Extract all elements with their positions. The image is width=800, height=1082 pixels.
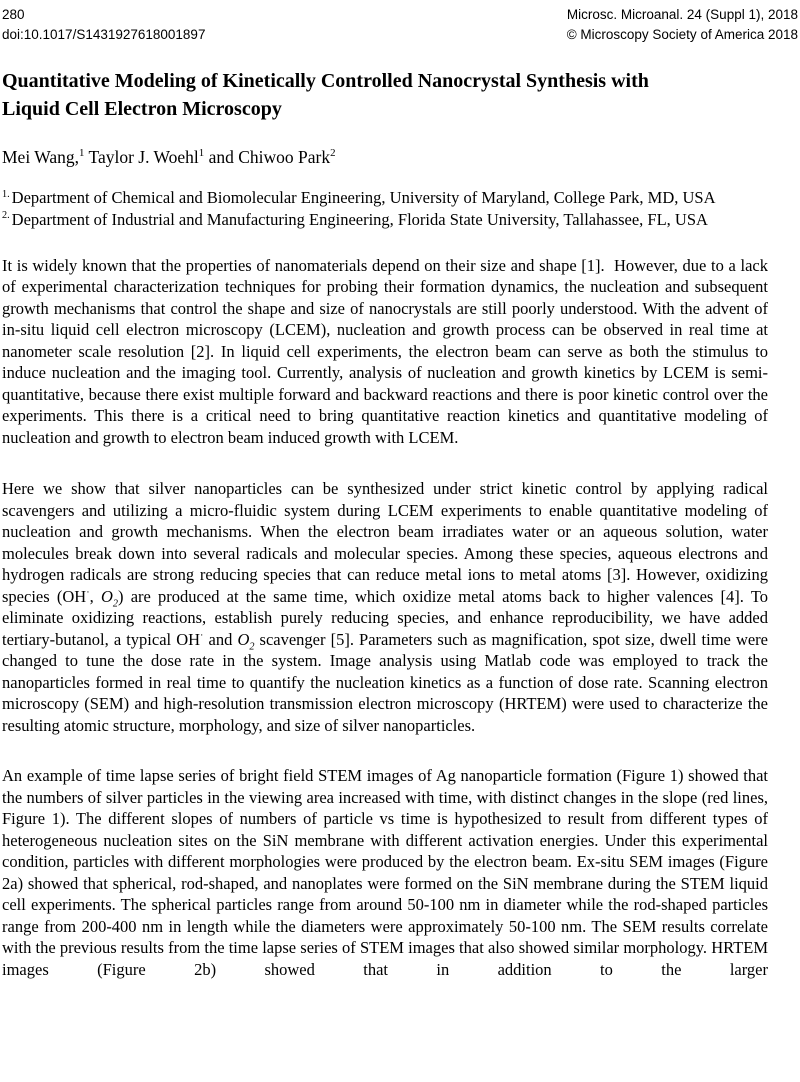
author-affiliation-ref: 1 — [79, 147, 85, 160]
paragraph-2-text: scavenger [5]. Parameters such as magnification, spot size, dwell time were changed to tune the dose rate in the system. Image analysis using Matlab code was employed to track the nanoparticles formed in real time to quantify the nucleation kinetics as a function of dose rate. Scanning electron microscopy (SEM) and high-resolution transmission electron microscopy (HRTEM) were used to characterize the resulting atomic structure, morphology, and size of silver nanoparticles. — [2, 629, 769, 735]
article-content — [2, 67, 768, 980]
header-right — [567, 5, 798, 45]
affiliation-2-text: Department of Industrial and Manufacturing Engineering, Florida State University, Tallahassee, FL, USA — [11, 209, 708, 229]
affiliation-2-marker: 2. — [2, 210, 10, 222]
page-number: 280 — [2, 7, 25, 22]
affiliation-2 — [2, 209, 768, 231]
paragraph-2 — [2, 478, 768, 736]
oxygen-subscript: 2 — [249, 640, 255, 652]
author-name: Mei Wang, — [2, 147, 80, 167]
authors-line — [2, 147, 768, 168]
author-name: and Chiwoo Park — [204, 147, 331, 167]
hydroxyl-radical-dot: · — [86, 587, 90, 599]
doi: doi:10.1017/S1431927618001897 — [2, 27, 206, 42]
paragraph-2-text: ) are produced at the same time, which oxidize metal atoms back to higher valences [4]. To eliminate oxidizing reactions, establish purely reducing species, and enhance reproducibility, we have added tertiary-butanol, a typical OH — [2, 586, 769, 649]
page-header — [2, 5, 798, 45]
paragraph-2-text: Here we show that silver nanoparticles can be synthesized under strict kinetic control by applying radical scavengers and utilizing a micro-fluidic system during LCEM experiments to enable quantitative modeling of nucleation and growth mechanisms. When the electron beam irradiates water or an aqueous solution, water molecules break down into several radicals and molecular species. Among these species, aqueous electrons and hydrogen radicals are strong reducing species that can reduce metal ions to metal atoms [3]. However, oxidizing species (OH — [2, 479, 768, 606]
paragraph-3: An example of time lapse series of bright field STEM images of Ag nanoparticle formation (Figure 1) showed that the numbers of silver particles in the viewing area increased with time, with distinct changes in the slope (red lines, Figure 1). The different slopes of numbers of particle vs time is hypothesized to result from different types of heterogeneous nucleation sites on the SiN membrane with different activation energies. Under this experimental condition, particles with different morphologies were produced by the electron beam. Ex-situ SEM images (Figure 2a) showed that spherical, rod-shaped, and nanoplates were formed on the SiN membrane during the STEM liquid cell experiments. The spherical particles range from around 50-100 nm in diameter while the rod-shaped particles range from 200-400 nm in length while the diameters were approximately 50-100 nm. The SEM results correlate with the previous results from the time lapse series of STEM images that also showed similar morphology. HRTEM images (Figure 2b) showed that in addition to the larger — [2, 766, 768, 979]
affiliation-1-text: Department of Chemical and Biomolecular Engineering, University of Maryland, College Park, MD, USA — [11, 188, 716, 207]
oxygen-symbol: O — [237, 629, 250, 649]
paragraph-2-text: and — [203, 629, 238, 649]
affiliation-1 — [2, 187, 768, 209]
journal-citation: Microsc. Microanal. 24 (Suppl 1), 2018 — [566, 7, 798, 22]
copyright-notice: © Microscopy Society of America 2018 — [566, 27, 798, 42]
author-name: Taylor J. Woehl — [84, 147, 199, 167]
paper-title — [2, 67, 768, 123]
hydroxyl-radical-dot: · — [200, 630, 204, 642]
affiliations — [2, 187, 768, 231]
paper-title-line-1: Quantitative Modeling of Kinetically Controlled Nanocrystal Synthesis with — [2, 70, 649, 92]
header-left — [2, 5, 205, 45]
paragraph-2-text: , — [89, 586, 101, 606]
author-affiliation-ref: 2 — [330, 147, 336, 160]
oxygen-subscript: 2 — [112, 597, 118, 609]
author-affiliation-ref: 1 — [198, 147, 205, 160]
paragraph-1: It is widely known that the properties of nanomaterials depend on their size and shape [1]. However, due to a lack of experimental characterization techniques for probing their formation dynamics, the nucleation and subsequent growth mechanisms that control the shape and size of nanocrystals are still poorly understood. With the advent of in-situ liquid cell electron microscopy (LCEM), nucleation and growth process can be observed in real time at nanometer scale resolution [2]. In liquid cell experiments, the electron beam can serve as both the stimulus to induce nucleation and the imaging tool. Currently, analysis of nucleation and growth kinetics by LCEM is semi-quantitative, because there exist multiple forward and backward reactions and there is poor kinetic control over the experiments. This there is a critical need to bring quantitative reaction kinetics and quantitative modeling of nucleation and growth to electron beam induced growth with LCEM. — [2, 255, 768, 447]
affiliation-1-marker: 1. — [2, 188, 10, 200]
paper-title-line-2: Liquid Cell Electron Microscopy — [2, 98, 282, 120]
oxygen-symbol: O — [100, 586, 113, 606]
